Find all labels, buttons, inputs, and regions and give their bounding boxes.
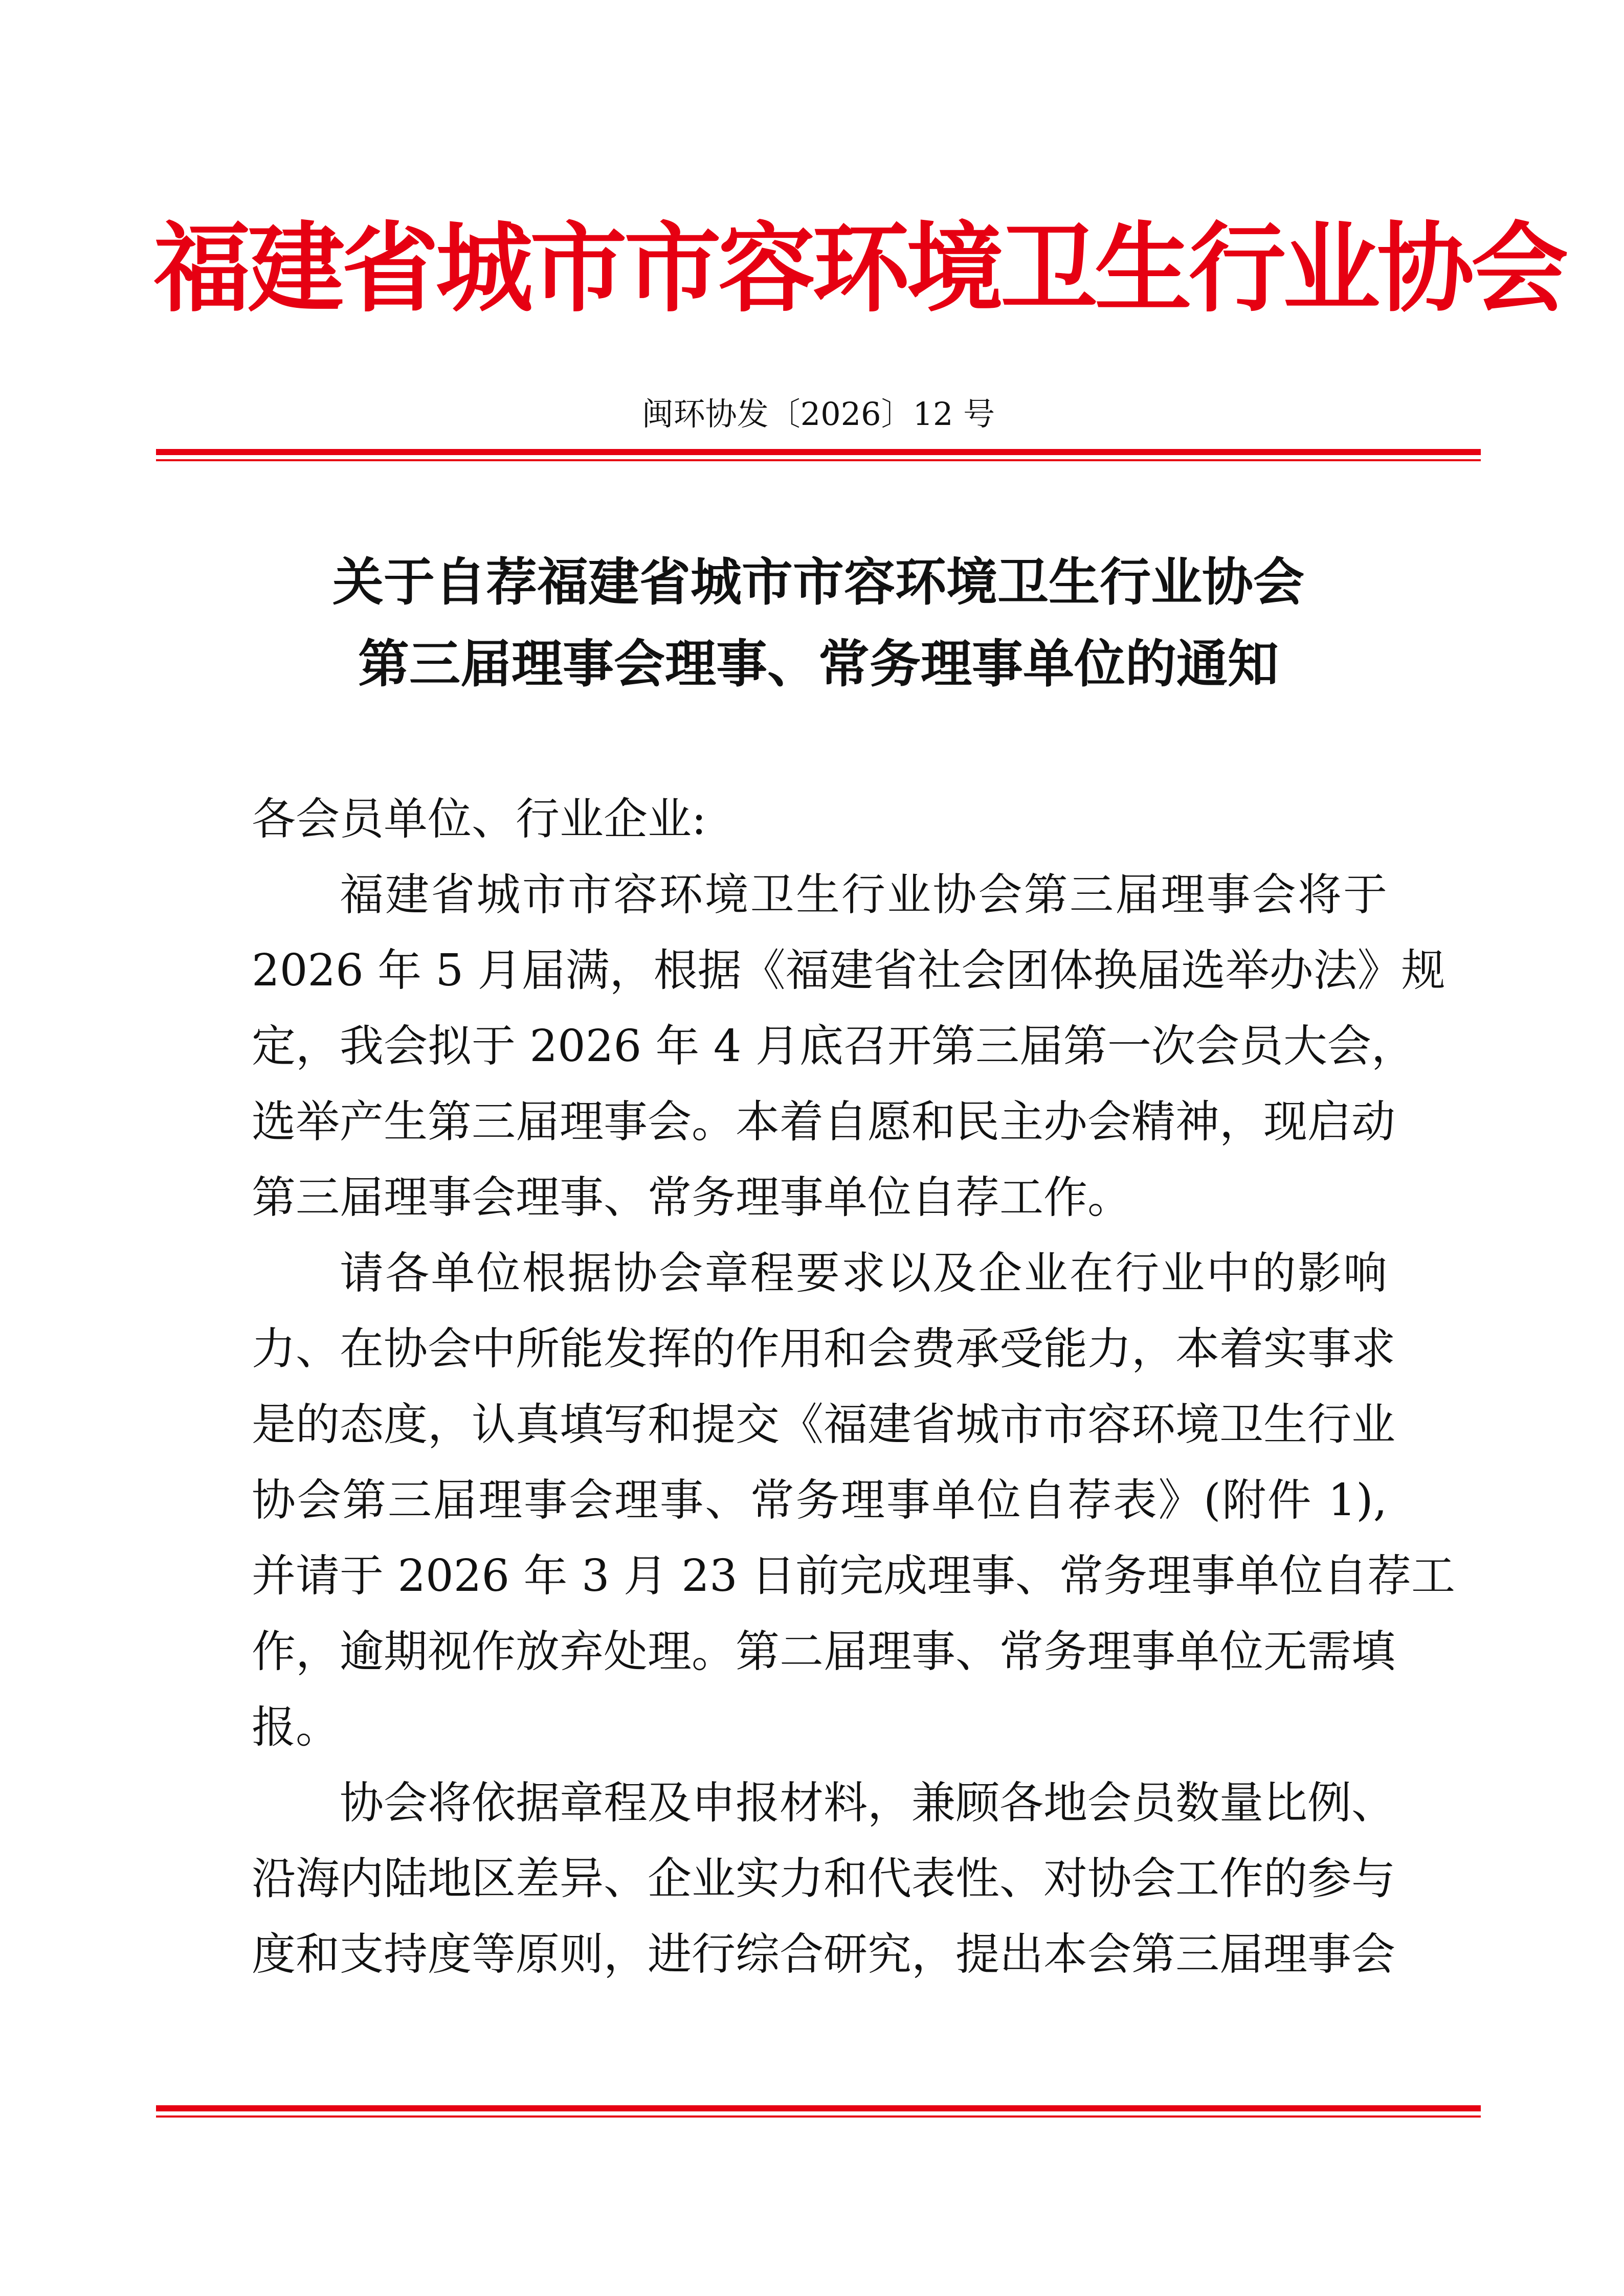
- divider-thin-line: [156, 459, 1481, 461]
- paragraph-line: 第三届理事会理事、常务理事单位自荐工作。: [252, 1172, 1131, 1223]
- body-paragraph-3: [252, 1765, 1395, 1992]
- paragraph-line: 选举产生第三届理事会。本着自愿和民主办会精神，现启动: [252, 1096, 1395, 1147]
- paragraph-line: 报。: [252, 1702, 340, 1753]
- body-paragraph-2: [252, 1235, 1456, 1765]
- paragraph-line: 定，我会拟于 2026 年 4 月底召开第三届第一次会员大会，: [252, 1021, 1415, 1072]
- paragraph-line: 度和支持度等原则，进行综合研究，提出本会第三届理事会: [252, 1929, 1395, 1980]
- notice-title-line-2: 第三届理事会理事、常务理事单位的通知: [358, 634, 1279, 694]
- notice-title-line-1: 关于自荐福建省城市市容环境卫生行业协会: [332, 552, 1304, 612]
- paragraph-line: 沿海内陆地区差异、企业实力和代表性、对协会工作的参与: [252, 1853, 1395, 1904]
- divider-thick-line: [156, 2105, 1481, 2111]
- paragraph-line: 是的态度，认真填写和提交《福建省城市市容环境卫生行业: [252, 1399, 1395, 1450]
- paragraph-line: 福建省城市市容环境卫生行业协会第三届理事会将于: [340, 869, 1387, 920]
- divider-thick-line: [156, 449, 1481, 455]
- letterhead-organization-name: 福建省城市市容环境卫生行业协会: [153, 211, 1566, 325]
- letterhead-divider-top: [156, 449, 1481, 461]
- paragraph-line: 协会第三届理事会理事、常务理事单位自荐表》(附件 1),: [252, 1475, 1387, 1526]
- paragraph-line: 力、在协会中所能发挥的作用和会费承受能力，本着实事求: [252, 1323, 1395, 1375]
- paragraph-line: 请各单位根据协会章程要求以及企业在行业中的影响: [340, 1248, 1387, 1299]
- page-divider-bottom: [156, 2105, 1481, 2118]
- paragraph-line: 协会将依据章程及申报材料，兼顾各地会员数量比例、: [340, 1777, 1395, 1829]
- salutation: 各会员单位、行业企业:: [252, 794, 706, 845]
- paragraph-line: 2026 年 5 月届满，根据《福建省社会团体换届选举办法》规: [252, 945, 1445, 996]
- body-paragraph-1: [252, 857, 1445, 1235]
- document-number: 闽环协发〔2026〕12 号: [641, 395, 995, 433]
- paragraph-line: 并请于 2026 年 3 月 23 日前完成理事、常务理事单位自荐工: [252, 1550, 1456, 1602]
- paragraph-line: 作，逾期视作放弃处理。第二届理事、常务理事单位无需填: [252, 1626, 1395, 1677]
- notice-body: [252, 781, 1456, 1992]
- notice-title: [153, 541, 1483, 705]
- divider-thin-line: [156, 2115, 1481, 2118]
